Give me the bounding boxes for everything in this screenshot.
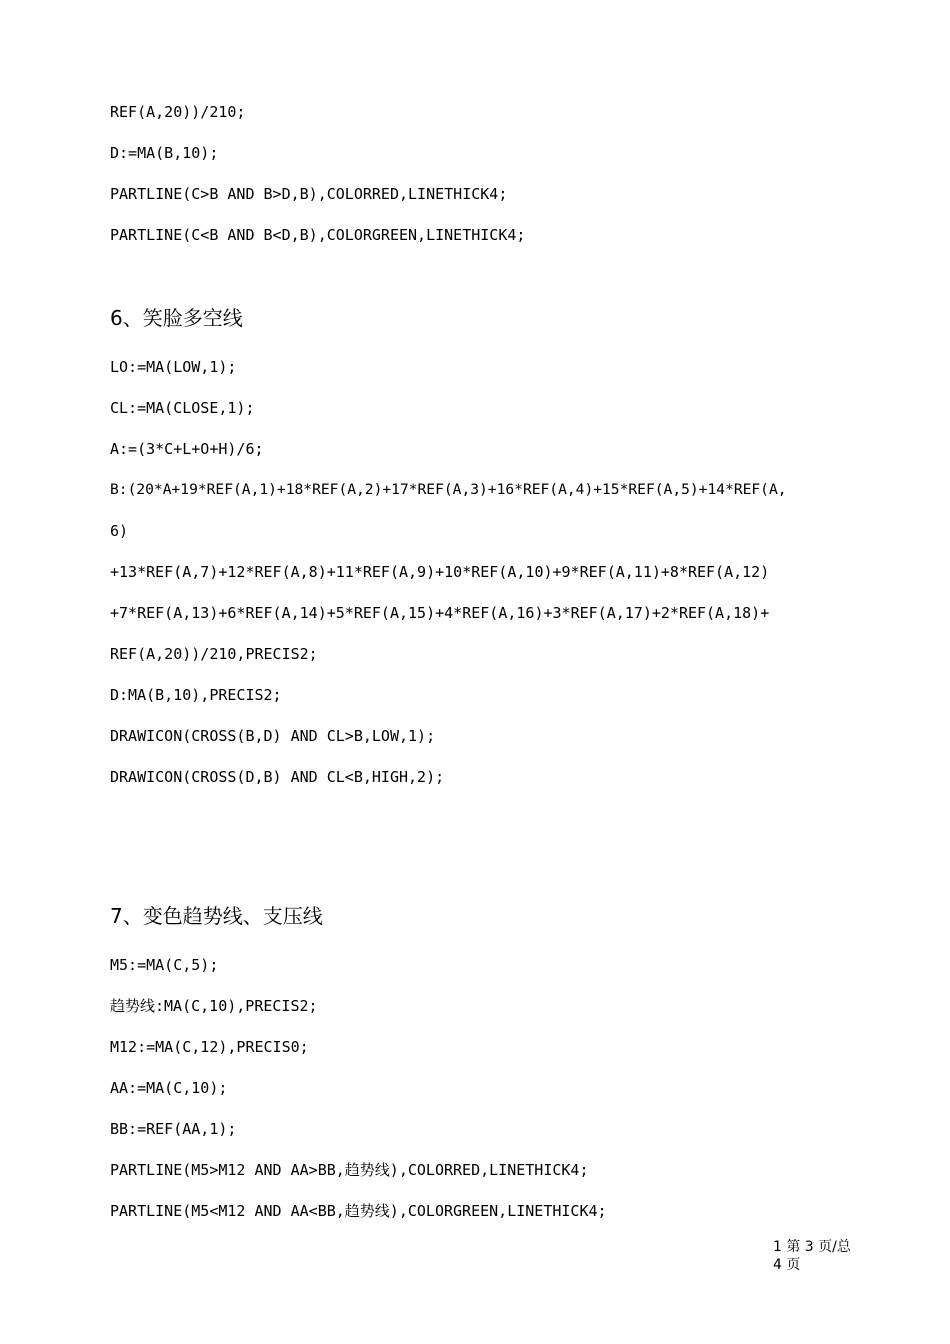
- code-line: +13*REF(A,7)+12*REF(A,8)+11*REF(A,9)+10*REF(A,10)+9*REF(A,11)+8*REF(A,12): [110, 563, 770, 581]
- code-line: DRAWICON(CROSS(D,B) AND CL<B,HIGH,2);: [110, 768, 445, 786]
- page-number-line-2: 4 页: [773, 1257, 801, 1273]
- page-number-footer: [773, 1238, 851, 1274]
- code-line: M12:=MA(C,12),PRECIS0;: [110, 1038, 309, 1056]
- code-line: 趋势线:MA(C,10),PRECIS2;: [110, 997, 318, 1015]
- code-line: REF(A,20))/210,PRECIS2;: [110, 645, 318, 663]
- code-line: PARTLINE(C>B AND B>D,B),COLORRED,LINETHICK4;: [110, 185, 508, 203]
- code-line: DRAWICON(CROSS(B,D) AND CL>B,LOW,1);: [110, 727, 436, 745]
- section-heading: 7、变色趋势线、支压线: [110, 904, 323, 928]
- code-line: LO:=MA(LOW,1);: [110, 358, 237, 376]
- code-line: PARTLINE(M5>M12 AND AA>BB,趋势线),COLORRED,LINETHICK4;: [110, 1161, 589, 1179]
- page-number-line-1: 1 第 3 页/总: [773, 1239, 851, 1255]
- section-heading: 6、笑脸多空线: [110, 306, 243, 330]
- code-line: PARTLINE(M5<M12 AND AA<BB,趋势线),COLORGREEN,LINETHICK4;: [110, 1202, 607, 1220]
- code-line: D:MA(B,10),PRECIS2;: [110, 686, 282, 704]
- code-line: A:=(3*C+L+O+H)/6;: [110, 440, 264, 458]
- code-line: PARTLINE(C<B AND B<D,B),COLORGREEN,LINETHICK4;: [110, 226, 526, 244]
- code-line: BB:=REF(AA,1);: [110, 1120, 237, 1138]
- code-line: +7*REF(A,13)+6*REF(A,14)+5*REF(A,15)+4*REF(A,16)+3*REF(A,17)+2*REF(A,18)+: [110, 604, 770, 622]
- code-line: CL:=MA(CLOSE,1);: [110, 399, 255, 417]
- code-line: 6): [110, 522, 129, 540]
- code-line: M5:=MA(C,5);: [110, 956, 219, 974]
- code-line: B:(20*A+19*REF(A,1)+18*REF(A,2)+17*REF(A,3)+16*REF(A,4)+15*REF(A,5)+14*REF(A,: [110, 481, 787, 498]
- code-line: D:=MA(B,10);: [110, 144, 219, 162]
- code-line: AA:=MA(C,10);: [110, 1079, 228, 1097]
- code-line: REF(A,20))/210;: [110, 103, 246, 121]
